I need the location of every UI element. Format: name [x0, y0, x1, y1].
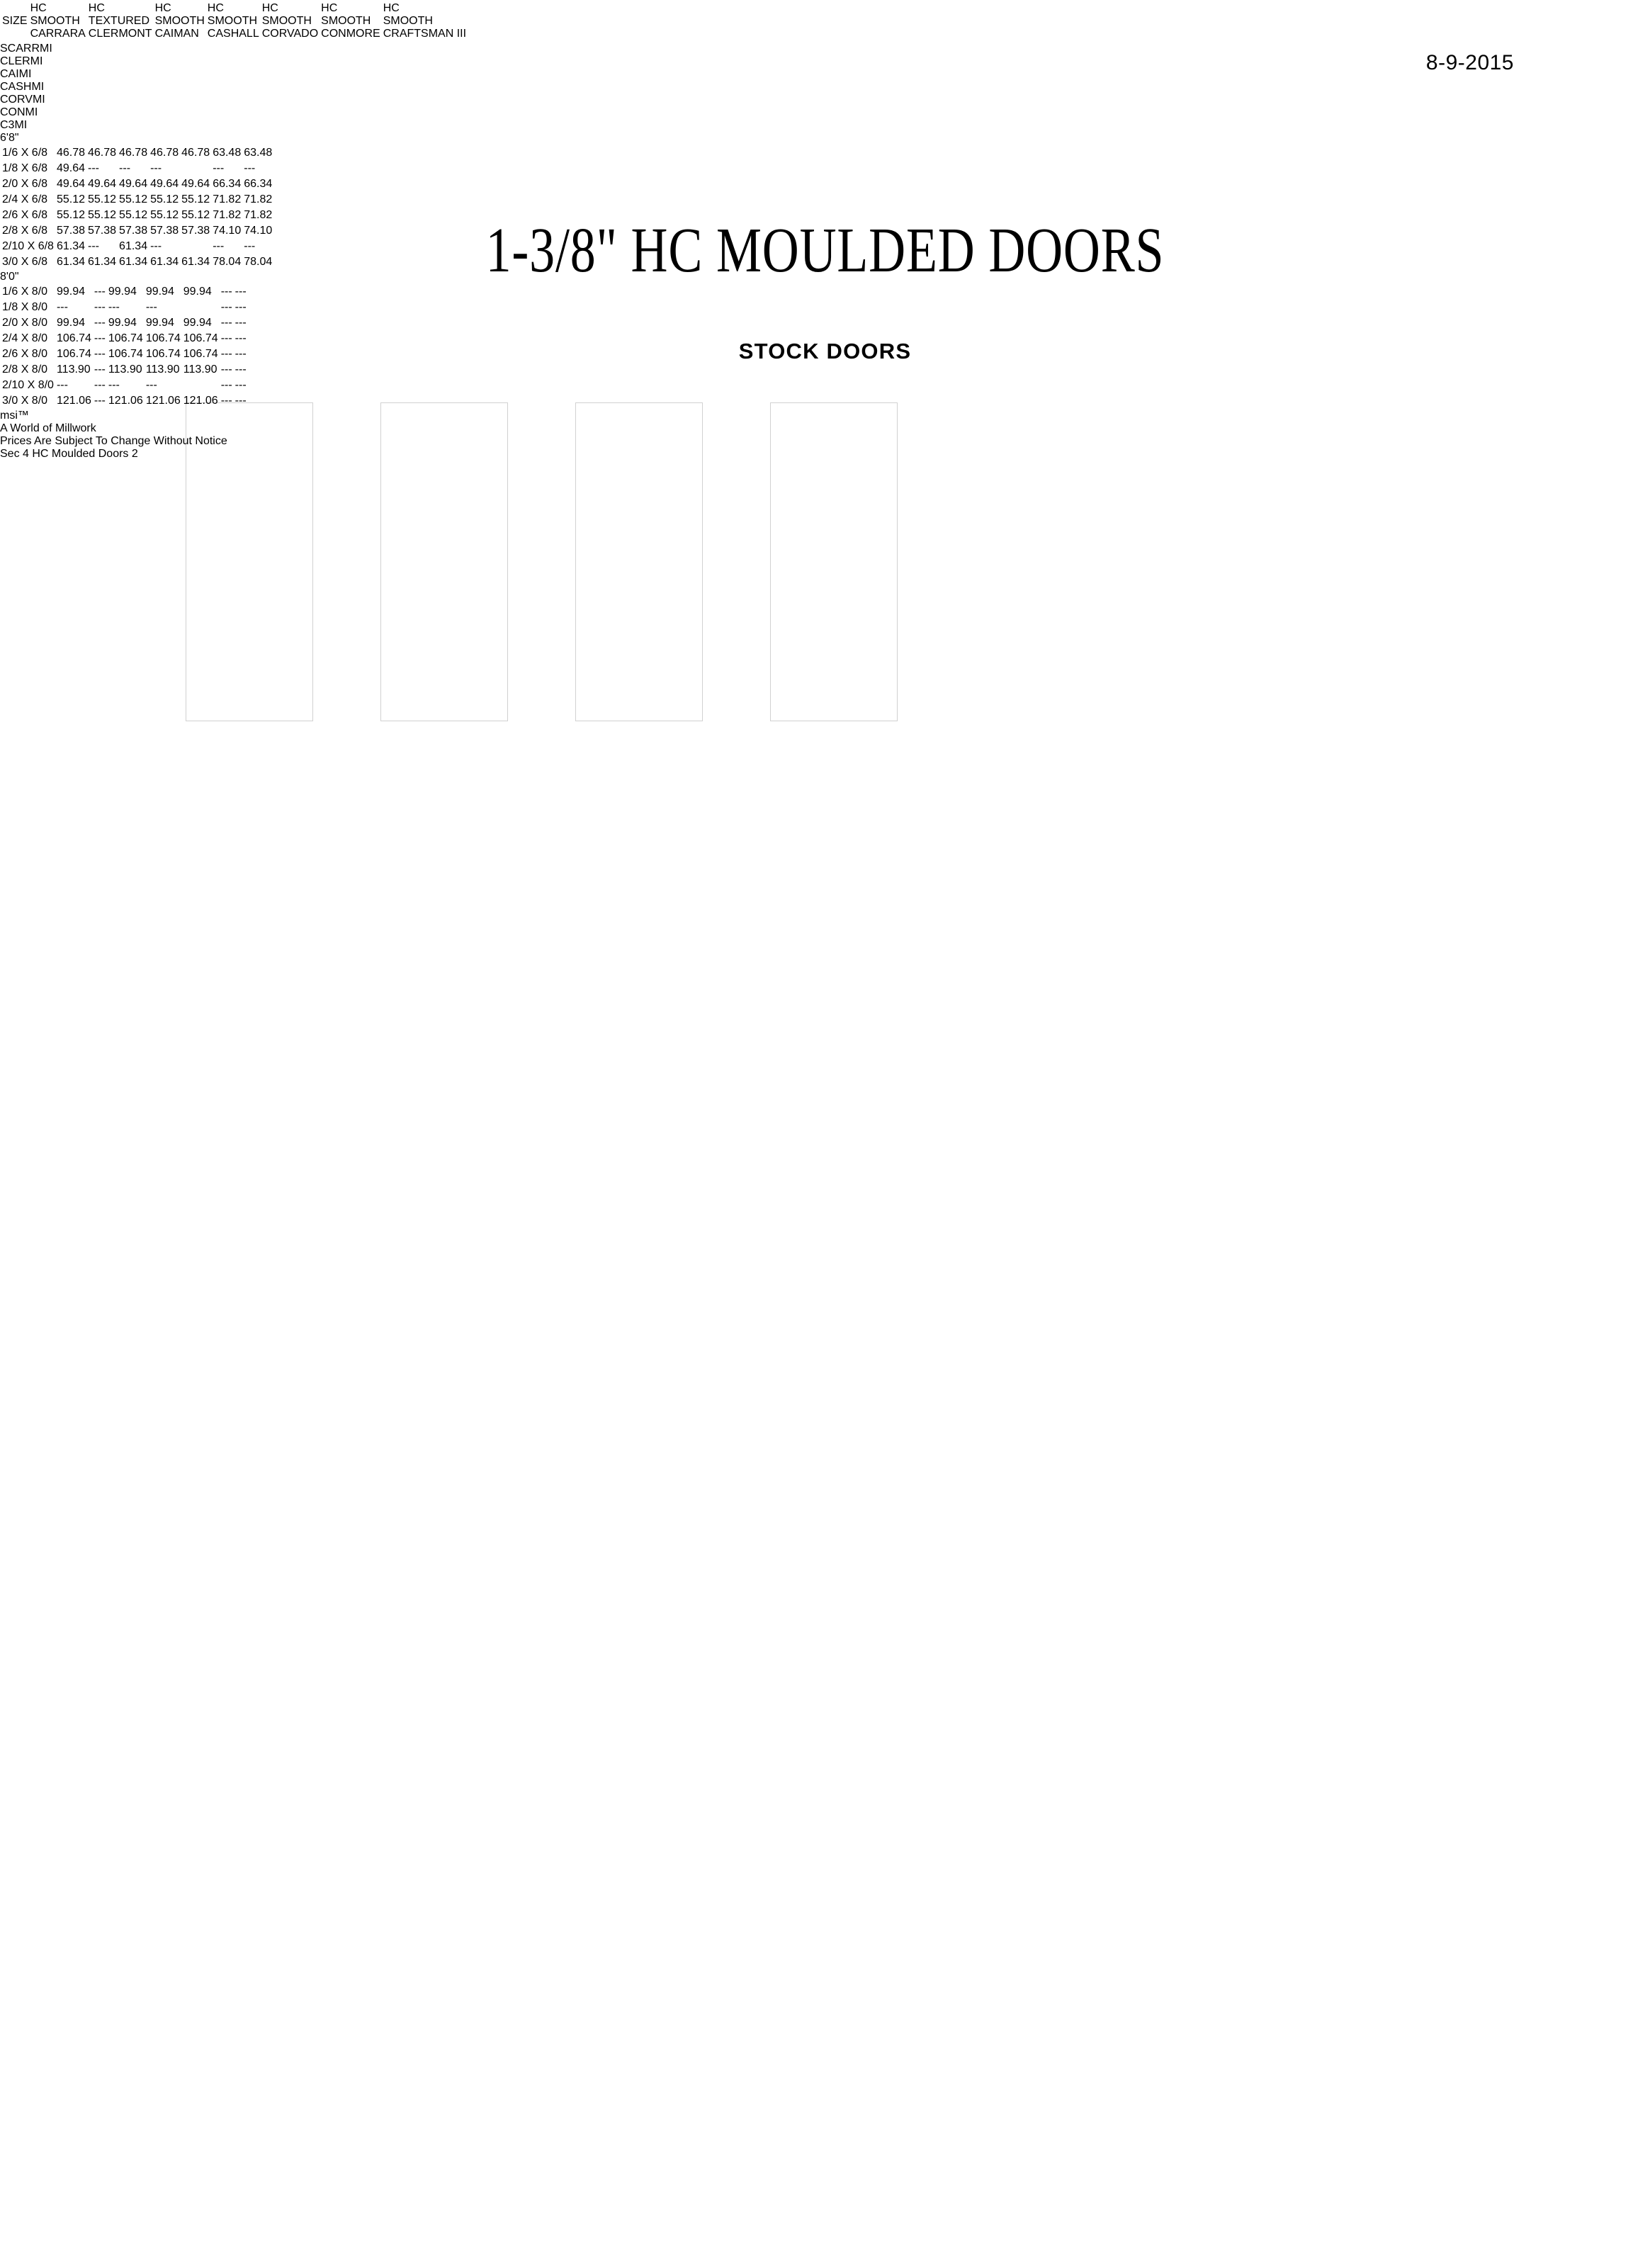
cell-price-0: ---: [56, 301, 68, 313]
table-row: [1, 193, 273, 207]
cell-price-5: ---: [220, 348, 232, 360]
cell-size: 3/0 X 6/8: [2, 256, 48, 268]
cell-size: 1/6 X 6/8: [2, 147, 48, 159]
cell-price-4: 113.90: [183, 363, 217, 376]
cell-price-0: 61.34: [56, 240, 85, 252]
product-line1: HC: [261, 2, 278, 14]
door-cell-craftsman-iii: [1321, 402, 1516, 723]
cell-price-2: ---: [108, 379, 120, 391]
cell-price-5: 66.34: [213, 178, 242, 190]
door-image-corvado: [965, 402, 1092, 721]
cell-price-5: 78.04: [213, 256, 242, 268]
product-line3: CLERMONT: [88, 28, 152, 40]
cell-price-6: ---: [244, 240, 256, 252]
product-line3: CAIMAN: [154, 28, 199, 40]
product-line3: CONMORE: [321, 28, 380, 40]
cell-price-4: 121.06: [183, 395, 218, 407]
cell-price-5: 74.10: [213, 225, 242, 237]
cell-price-5: ---: [220, 286, 232, 298]
section-heading-8-0: 8'0": [0, 271, 19, 283]
product-code-1: CLERMI: [0, 55, 43, 67]
cell-size: 2/0 X 8/0: [2, 317, 48, 329]
cell-price-3: 99.94: [145, 286, 174, 298]
cell-price-1: ---: [88, 240, 99, 252]
cell-price-0: ---: [56, 379, 68, 391]
cell-price-0: 49.64: [56, 162, 85, 174]
cell-price-2: 121.06: [108, 395, 143, 407]
cell-price-1: 55.12: [88, 193, 117, 205]
cell-price-1: 46.78: [88, 147, 117, 159]
door-cell-carrara: [152, 402, 346, 723]
cell-price-3: 113.90: [145, 363, 180, 376]
cell-price-4: 46.78: [181, 147, 210, 159]
cell-price-5: ---: [213, 162, 225, 174]
cell-price-5: 63.48: [213, 147, 242, 159]
cell-price-2: ---: [119, 162, 131, 174]
cell-size: 2/6 X 6/8: [2, 209, 48, 221]
product-line2: SMOOTH: [154, 15, 205, 27]
cell-price-1: ---: [94, 332, 106, 344]
cell-price-3: ---: [145, 301, 157, 313]
cell-price-6: ---: [234, 348, 247, 360]
cell-price-1: ---: [94, 286, 106, 298]
cell-price-3: 49.64: [150, 178, 179, 190]
cell-price-1: ---: [88, 162, 99, 174]
cell-price-2: 61.34: [119, 256, 148, 268]
cell-price-4: 49.64: [181, 178, 210, 190]
product-line1: HC: [321, 2, 338, 14]
cell-price-6: ---: [244, 162, 256, 174]
product-line1: HC: [154, 2, 171, 14]
cell-price-0: 99.94: [56, 286, 85, 298]
cell-price-1: ---: [94, 379, 106, 391]
cell-price-3: 121.06: [145, 395, 181, 407]
cell-price-6: 74.10: [244, 225, 273, 237]
table-row: [1, 378, 247, 393]
product-code-0: SCARRMI: [0, 43, 52, 55]
cell-price-0: 113.90: [56, 363, 91, 376]
door-cell-cashall: [736, 402, 931, 723]
cell-price-5: 71.82: [213, 193, 242, 205]
door-image-clermont: [380, 402, 508, 721]
header-cell-size: SIZE: [2, 15, 28, 27]
cell-price-2: ---: [108, 301, 120, 313]
header-cell-product-3: [207, 1, 260, 41]
table-row: [1, 363, 247, 377]
cell-price-3: 99.94: [145, 317, 174, 329]
product-line2: TEXTURED: [88, 15, 150, 27]
cell-price-6: 71.82: [244, 193, 273, 205]
document-date: 8-9-2015: [1425, 51, 1514, 74]
cell-price-5: ---: [213, 240, 225, 252]
table-row: [1, 285, 247, 299]
cell-price-4: 106.74: [183, 332, 218, 344]
cell-price-3: 61.34: [150, 256, 179, 268]
door-cell-corvado: [932, 402, 1126, 723]
cell-price-4: [181, 162, 210, 176]
header-cell-product-0: [30, 1, 86, 41]
cell-size: 1/8 X 6/8: [2, 162, 48, 174]
logo-tagline: A World of Millwork: [0, 422, 96, 434]
door-image-carrara: [186, 402, 313, 721]
cell-size: 2/0 X 6/8: [2, 178, 48, 190]
cell-price-4: 55.12: [181, 209, 210, 221]
cell-price-4: [183, 300, 219, 315]
cell-price-5: ---: [220, 317, 232, 329]
product-line3: CASHALL: [207, 28, 259, 40]
cell-size: 2/6 X 8/0: [2, 348, 48, 360]
page-subtitle: STOCK DOORS: [738, 339, 912, 363]
cell-price-2: 55.12: [119, 193, 148, 205]
header-cell-product-4: [261, 1, 319, 41]
cell-price-0: 99.94: [56, 317, 85, 329]
cell-price-5: 71.82: [213, 209, 242, 221]
door-image-caiman: [575, 402, 703, 721]
cell-price-1: 61.34: [88, 256, 117, 268]
cell-price-0: 121.06: [56, 395, 91, 407]
cell-price-0: 106.74: [56, 332, 91, 344]
product-line3: CARRARA: [30, 28, 86, 40]
cell-size: 1/6 X 8/0: [2, 286, 48, 298]
price-change-notice: Prices Are Subject To Change Without Notice: [0, 435, 227, 447]
cell-price-1: 55.12: [88, 209, 117, 221]
header-cell-product-6: [383, 1, 467, 41]
cell-price-6: ---: [234, 317, 247, 329]
product-code-2: CAIMI: [0, 68, 32, 80]
product-line2: SMOOTH: [30, 15, 80, 27]
cell-price-6: ---: [234, 301, 247, 313]
product-code-3: CASHMI: [0, 81, 45, 93]
cell-size: 2/4 X 8/0: [2, 332, 48, 344]
cell-price-0: 55.12: [56, 209, 85, 221]
cell-size: 2/4 X 6/8: [2, 193, 48, 205]
cell-price-0: 57.38: [56, 225, 85, 237]
cell-price-2: 99.94: [108, 286, 137, 298]
cell-price-2: 49.64: [119, 178, 148, 190]
cell-price-4: 55.12: [181, 193, 210, 205]
door-image-strip: [152, 402, 1516, 723]
cell-price-4: 57.38: [181, 225, 210, 237]
product-header-table: [0, 0, 468, 43]
cell-price-5: ---: [220, 301, 232, 313]
cell-price-5: ---: [220, 332, 232, 344]
cell-price-1: ---: [94, 363, 106, 376]
cell-price-0: 106.74: [56, 348, 91, 360]
cell-size: 2/10 X 6/8: [2, 240, 54, 252]
cell-price-5: ---: [220, 395, 232, 407]
cell-price-3: 106.74: [145, 332, 181, 344]
table-row: [1, 162, 273, 176]
cell-price-6: 66.34: [244, 178, 273, 190]
product-code-6: C3MI: [0, 119, 28, 131]
cell-price-2: 55.12: [119, 209, 148, 221]
cell-price-6: ---: [234, 379, 247, 391]
product-code-5: CONMI: [0, 106, 38, 118]
product-line2: SMOOTH: [383, 15, 433, 27]
door-cell-clermont: [346, 402, 541, 723]
product-line1: HC: [30, 2, 47, 14]
cell-price-3: ---: [150, 162, 162, 174]
cell-price-3: 55.12: [150, 193, 179, 205]
section-reference: Sec 4 HC Moulded Doors 2: [0, 448, 138, 460]
cell-price-2: 61.34: [119, 240, 148, 252]
header-cell-product-1: [88, 1, 153, 41]
cell-size: 2/10 X 8/0: [2, 379, 54, 391]
door-image-conmore: [1160, 402, 1287, 721]
trademark-icon: ™: [17, 410, 29, 422]
cell-price-2: 106.74: [108, 332, 143, 344]
cell-price-4: 106.74: [183, 348, 218, 360]
cell-price-6: 71.82: [244, 209, 273, 221]
cell-price-6: ---: [234, 286, 247, 298]
cell-price-6: ---: [234, 332, 247, 344]
cell-price-1: ---: [94, 301, 106, 313]
product-line1: HC: [88, 2, 105, 14]
cell-price-3: 57.38: [150, 225, 179, 237]
cell-price-4: 99.94: [183, 317, 212, 329]
cell-price-0: 49.64: [56, 178, 85, 190]
cell-price-6: 63.48: [244, 147, 273, 159]
table-row: [1, 146, 273, 160]
cell-price-2: 46.78: [119, 147, 148, 159]
cell-price-2: 57.38: [119, 225, 148, 237]
cell-price-4: 99.94: [183, 286, 212, 298]
product-line2: SMOOTH: [261, 15, 312, 27]
cell-price-3: ---: [145, 379, 157, 391]
cell-price-5: ---: [220, 363, 232, 376]
cell-size: 3/0 X 8/0: [2, 395, 48, 407]
cell-price-1: ---: [94, 317, 106, 329]
table-row: [1, 316, 247, 330]
cell-price-3: 106.74: [145, 348, 181, 360]
product-line2: SMOOTH: [321, 15, 371, 27]
cell-price-1: 49.64: [88, 178, 117, 190]
door-image-craftsman-iii: [1355, 402, 1482, 721]
product-line2: SMOOTH: [207, 15, 258, 27]
cell-price-4: [183, 378, 219, 393]
cell-price-6: ---: [234, 395, 247, 407]
header-cell-product-2: [154, 1, 205, 41]
product-line3: CRAFTSMAN III: [383, 28, 467, 40]
table-row: [1, 300, 247, 315]
product-line1: HC: [207, 2, 224, 14]
cell-size: 2/8 X 6/8: [2, 225, 48, 237]
cell-price-6: ---: [234, 363, 247, 376]
cell-price-1: 57.38: [88, 225, 117, 237]
cell-price-0: 61.34: [56, 256, 85, 268]
product-code-4: CORVMI: [0, 94, 45, 106]
product-header-row: [1, 1, 467, 41]
cell-price-2: 113.90: [108, 363, 142, 376]
product-line1: HC: [383, 2, 400, 14]
header-cell-product-5: [320, 1, 381, 41]
cell-price-0: 46.78: [56, 147, 85, 159]
cell-price-2: 99.94: [108, 317, 137, 329]
cell-size: 1/8 X 8/0: [2, 301, 48, 313]
cell-price-1: ---: [94, 348, 106, 360]
cell-price-0: 55.12: [56, 193, 85, 205]
page-title: 1-3/8" HC MOULDED DOORS: [485, 215, 1165, 286]
cell-price-3: ---: [150, 240, 162, 252]
cell-price-3: 46.78: [150, 147, 179, 159]
section-heading-6-8: 6'8": [0, 132, 19, 144]
door-cell-caiman: [541, 402, 736, 723]
door-cell-conmore: [1126, 402, 1321, 723]
cell-price-6: 78.04: [244, 256, 273, 268]
cell-price-3: 55.12: [150, 209, 179, 221]
cell-price-5: ---: [220, 379, 232, 391]
door-image-cashall: [770, 402, 898, 721]
cell-price-1: ---: [94, 395, 106, 407]
cell-size: 2/8 X 8/0: [2, 363, 48, 376]
table-row: [1, 177, 273, 191]
cell-price-2: 106.74: [108, 348, 143, 360]
product-line3: CORVADO: [261, 28, 319, 40]
product-code-row: [0, 43, 1650, 132]
logo-text: msi: [0, 410, 18, 422]
cell-price-4: 61.34: [181, 256, 210, 268]
